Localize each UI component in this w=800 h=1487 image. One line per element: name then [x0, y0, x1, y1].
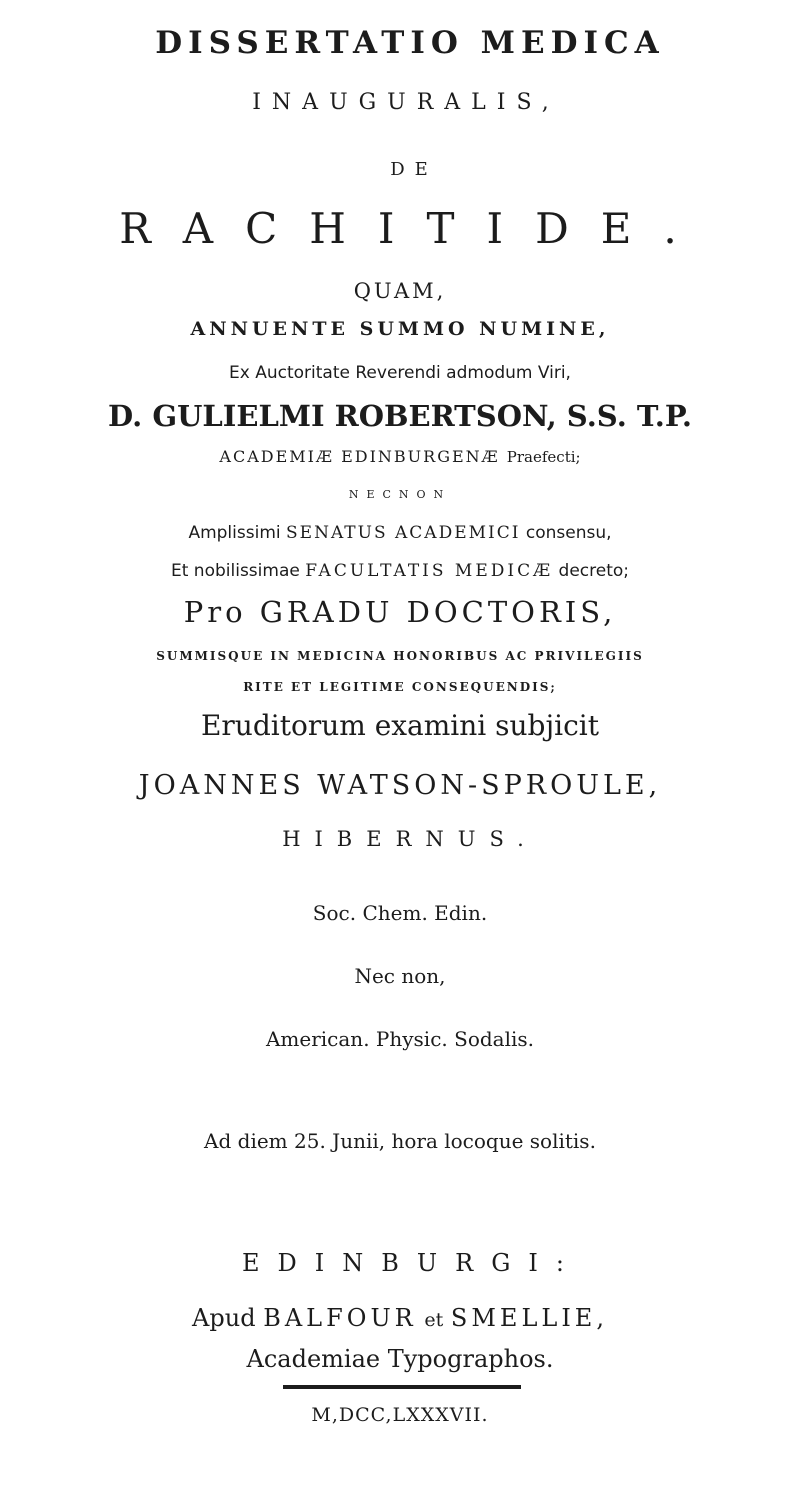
author-name: JOANNES WATSON-SPROULE,	[138, 770, 662, 801]
imprint-printers	[0, 1306, 800, 1330]
rite-line: RITE ET LEGITIME CONSEQUENDIS;	[243, 680, 557, 694]
soc-chem-line: Soc. Chem. Edin.	[312, 901, 488, 925]
academiae-caps: ACADEMIÆ EDINBURGENÆ	[219, 447, 500, 466]
author-nation: HIBERNUS.	[282, 827, 538, 851]
nobilissimae-word: Et nobilissimae	[171, 561, 300, 581]
facultatis-line	[0, 563, 800, 580]
date-line: Ad diem 25. Junii, hora locoque solitis.	[204, 1129, 596, 1153]
pro-word: Pro	[183, 595, 247, 629]
senatus-line	[0, 525, 800, 542]
imprint-city: EDINBURGI:	[242, 1249, 582, 1277]
academiae-line	[0, 449, 800, 465]
apud-word: Apud	[192, 1304, 256, 1332]
auctoritate-line: Ex Auctoritate Reverendi admodum Viri,	[229, 363, 571, 383]
pro-gradu-line	[0, 595, 800, 629]
et-word: et	[424, 1309, 444, 1331]
senatus-caps: SENATUS ACADEMICI	[286, 523, 521, 543]
praefecti-word: Praefecti;	[506, 448, 581, 466]
consensu-word: consensu,	[525, 523, 612, 543]
inauguralis-heading: INAUGURALIS,	[252, 90, 560, 115]
rector-name: D. GULIELMI ROBERTSON, S.S. T.P.	[108, 399, 692, 433]
summisque-line: SUMMISQUE IN MEDICINA HONORIBUS AC PRIVILEGIIS	[156, 649, 644, 663]
de-heading: DE	[390, 159, 438, 180]
american-sodalis-line: American. Physic. Sodalis.	[265, 1027, 535, 1051]
imprint-divider	[283, 1385, 521, 1389]
quam-line: QUAM,	[353, 279, 447, 303]
printer-smellie: SMELLIE,	[450, 1304, 608, 1332]
nec-non-line: Nec non,	[354, 964, 446, 988]
imprint-year: M,DCC,LXXXVII.	[311, 1404, 489, 1426]
decreto-word: decreto;	[558, 561, 629, 581]
eruditorum-line: Eruditorum examini subjicit	[200, 709, 599, 742]
printer-balfour: BALFOUR	[263, 1304, 417, 1332]
amplissimi-word: Amplissimi	[188, 523, 281, 543]
subject-title: RACHITIDE.	[119, 204, 709, 253]
typographos-line: Academiae Typographos.	[246, 1345, 554, 1373]
dissertation-heading: DISSERTATIO MEDICA	[155, 25, 665, 61]
facultatis-caps: FACULTATIS MEDICÆ	[305, 561, 554, 581]
annuente-line: ANNUENTE SUMMO NUMINE,	[190, 318, 610, 340]
necnon-line: NECNON	[348, 488, 452, 501]
gradu-caps: GRADU DOCTORIS,	[259, 595, 617, 629]
